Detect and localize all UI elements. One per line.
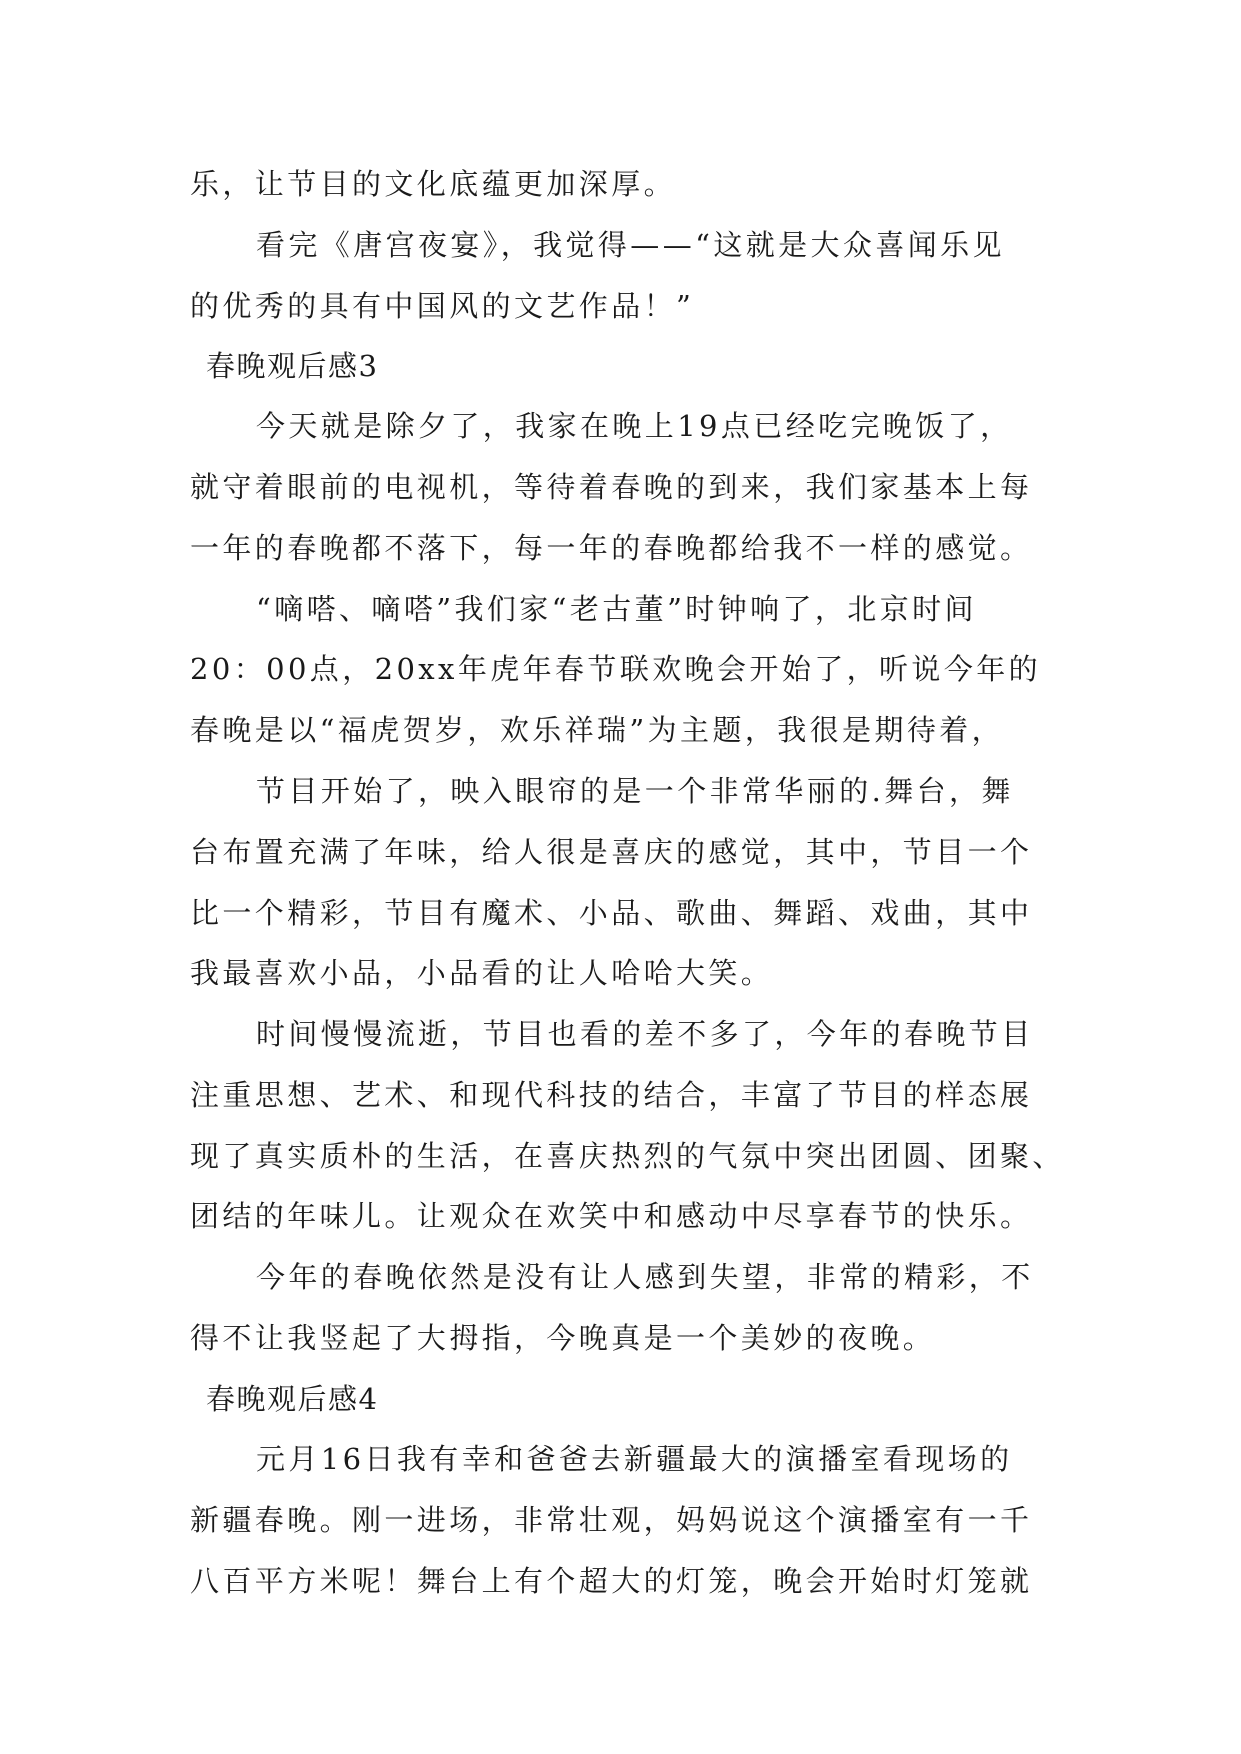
paragraph-line: 现了真实质朴的生活，在喜庆热烈的气氛中突出团圆、团聚、 [190, 1139, 1065, 1173]
paragraph-line: 一年的春晚都不落下，每一年的春晚都给我不一样的感觉。 [190, 531, 1033, 565]
paragraph-line: 八百平方米呢！舞台上有个超大的灯笼，晚会开始时灯笼就 [190, 1564, 1033, 1598]
paragraph-line: 新疆春晚。刚一进场，非常壮观，妈妈说这个演播室有一千 [190, 1503, 1033, 1537]
section-heading: 春晚观后感3 [206, 349, 379, 383]
paragraph-line: 看完《唐宫夜宴》，我觉得——“这就是大众喜闻乐见 [256, 228, 1005, 262]
paragraph-line: 得不让我竖起了大拇指，今晚真是一个美妙的夜晚。 [190, 1321, 936, 1355]
paragraph-line: 我最喜欢小品，小品看的让人哈哈大笑。 [190, 956, 774, 990]
paragraph-line: 团结的年味儿。让观众在欢笑中和感动中尽享春节的快乐。 [190, 1199, 1033, 1233]
paragraph-line: “嘀嗒、嘀嗒”我们家“老古董”时钟响了，北京时间 [256, 592, 977, 626]
paragraph-line: 的优秀的具有中国风的文艺作品！” [190, 289, 695, 323]
paragraph-line: 元月16日我有幸和爸爸去新疆最大的演播室看现场的 [256, 1442, 1013, 1476]
paragraph-line: 20：00点，20xx年虎年春节联欢晚会开始了，听说今年的 [190, 652, 1042, 686]
paragraph-line: 台布置充满了年味，给人很是喜庆的感觉，其中，节目一个 [190, 835, 1033, 869]
paragraph-line: 今年的春晚依然是没有让人感到失望，非常的精彩，不 [256, 1260, 1034, 1294]
paragraph-line: 就守着眼前的电视机，等待着春晚的到来，我们家基本上每 [190, 470, 1033, 504]
paragraph-line: 节目开始了，映入眼帘的是一个非常华丽的.舞台，舞 [256, 774, 1014, 808]
paragraph-line: 时间慢慢流逝，节目也看的差不多了，今年的春晚节目 [256, 1017, 1034, 1051]
paragraph-line: 今天就是除夕了，我家在晚上19点已经吃完晚饭了， [256, 409, 1013, 443]
section-heading: 春晚观后感4 [206, 1382, 379, 1416]
paragraph-line: 比一个精彩，节目有魔术、小品、歌曲、舞蹈、戏曲，其中 [190, 896, 1033, 930]
paragraph-line: 乐，让节目的文化底蕴更加深厚。 [190, 167, 677, 201]
paragraph-line: 春晚是以“福虎贺岁，欢乐祥瑞”为主题，我很是期待着， [190, 713, 1005, 747]
paragraph-line: 注重思想、艺术、和现代科技的结合，丰富了节目的样态展 [190, 1078, 1033, 1112]
